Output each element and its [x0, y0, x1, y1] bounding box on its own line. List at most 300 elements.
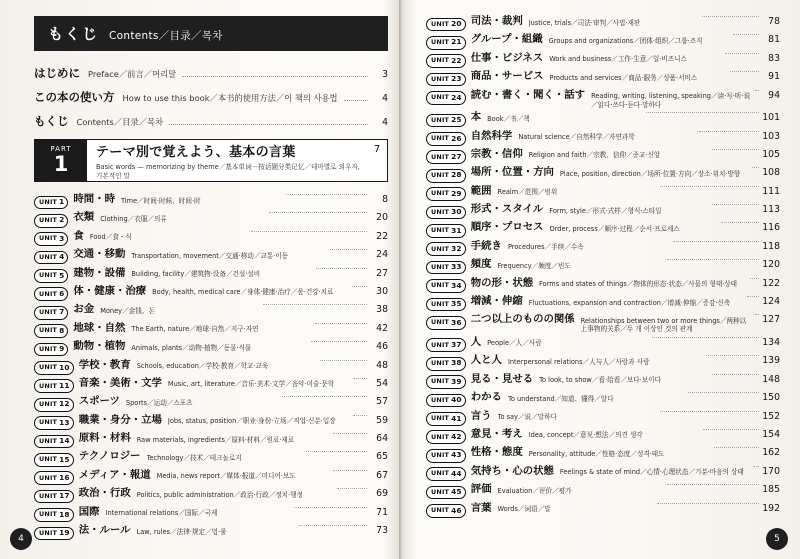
toc-unit-row[interactable]	[34, 396, 388, 411]
unit-page: 24	[376, 249, 389, 261]
unit-badge	[34, 343, 68, 357]
part-label: PART	[50, 145, 72, 153]
toc-unit-row[interactable]	[34, 507, 388, 522]
unit-badge	[426, 357, 466, 371]
unit-badge	[34, 306, 68, 320]
unit-badge	[426, 114, 466, 128]
unit-badge-number: 43	[451, 450, 462, 460]
unit-title: 司法・裁判	[470, 15, 523, 27]
unit-badge-label: UNIT	[431, 506, 450, 515]
unit-badge	[426, 36, 466, 50]
unit-badge-label: UNIT	[431, 469, 450, 478]
unit-subtitle: Media, news report／媒体·报道／미디어·보도	[156, 472, 296, 481]
unit-subtitle: Words／词语／말	[497, 505, 551, 513]
leader-dots	[755, 90, 759, 91]
toc-unit-row[interactable]	[426, 131, 780, 146]
toc-unit-row[interactable]	[426, 484, 780, 499]
leader-dots	[699, 131, 759, 132]
unit-badge	[34, 214, 68, 228]
toc-unit-row[interactable]	[426, 16, 780, 31]
unit-badge-number: 33	[451, 262, 462, 272]
unit-badge-label: UNIT	[39, 271, 58, 280]
unit-title: 動物・植物	[73, 340, 126, 353]
unit-page: 111	[762, 185, 780, 197]
unit-badge	[426, 261, 466, 275]
unit-badge-number: 2	[59, 215, 65, 225]
unit-badge-label: UNIT	[431, 115, 450, 124]
unit-subtitle: Idea, concept／意见·想法／의견 생각	[528, 431, 643, 440]
unit-title: テクノロジー	[78, 450, 141, 463]
unit-badge-label: UNIT	[39, 289, 58, 298]
unit-badge-number: 24	[451, 92, 462, 102]
unit-subtitle: Justice, trials／司法·审判／사법·재판	[528, 18, 641, 27]
toc-unit-row[interactable]	[34, 341, 388, 356]
unit-badge	[426, 412, 466, 426]
unit-badge-label: UNIT	[39, 510, 58, 519]
unit-badge-number: 11	[59, 381, 70, 390]
unit-page: 57	[376, 396, 389, 408]
unit-badge-label: UNIT	[431, 395, 450, 404]
unit-badge-label: UNIT	[431, 281, 450, 290]
leader-dots	[721, 222, 759, 223]
part-body	[87, 140, 367, 181]
right-unit-list	[426, 16, 780, 518]
unit-badge-number: 42	[451, 432, 462, 442]
unit-subtitle: Sports／运动／스포츠	[125, 398, 193, 407]
leader-dots	[688, 392, 759, 393]
toc-unit-row[interactable]	[426, 503, 780, 518]
unit-badge	[426, 486, 466, 500]
unit-subtitle: Natural science／自然科学／자연과학	[518, 133, 635, 142]
leader-dots	[352, 286, 367, 287]
unit-badge	[34, 361, 74, 375]
unit-badge-label: UNIT	[39, 418, 58, 427]
leader-dots	[714, 447, 759, 448]
unit-badge-number: 31	[451, 225, 462, 235]
unit-badge	[34, 471, 74, 485]
unit-badge-label: UNIT	[39, 252, 58, 261]
unit-title: 食	[73, 229, 84, 242]
unit-page: 152	[762, 410, 781, 422]
unit-title: 衣類	[73, 211, 95, 224]
unit-page: 162	[762, 447, 781, 459]
unit-badge-label: UNIT	[431, 207, 450, 216]
unit-badge	[426, 504, 466, 518]
unit-subtitle: Procedures／手续／수속	[507, 243, 584, 252]
unit-badge	[426, 132, 466, 146]
unit-badge	[34, 251, 68, 265]
unit-subtitle: Building, facility／建筑物·设备／건설·설비	[131, 270, 261, 279]
toc-unit-row[interactable]	[426, 314, 780, 333]
unit-subtitle: Jobs, status, position／职业·身份·立场／직업·신분·입장	[167, 417, 336, 426]
unit-page: 91	[768, 71, 781, 83]
unit-badge	[426, 18, 466, 32]
unit-title: 法・ルール	[78, 524, 131, 537]
unit-subtitle: To look, to show／看·给看／보다·보이다	[539, 376, 661, 385]
leader-dots	[282, 396, 367, 397]
unit-subtitle: Forms and states of things／物体的形态·状态／사물의 형태·상태	[539, 280, 738, 289]
unit-subtitle: International relations／国际／국제	[105, 509, 218, 518]
unit-title: 増減・伸縮	[470, 295, 523, 308]
leader-dots	[182, 76, 368, 77]
toc-unit-row[interactable]	[426, 53, 780, 68]
unit-badge-label: UNIT	[431, 189, 450, 198]
toc-unit-row[interactable]	[34, 378, 388, 393]
unit-subtitle: Frequency／频度／빈도	[497, 261, 571, 270]
toc-unit-row[interactable]	[34, 415, 388, 430]
contents-title-en: Contents／目录／목차	[109, 30, 223, 42]
unit-title: 商品・サービス	[470, 70, 544, 83]
unit-badge	[426, 224, 466, 238]
unit-badge	[34, 508, 74, 522]
unit-badge-number: 14	[59, 436, 70, 446]
unit-page: 105	[762, 148, 780, 160]
unit-subtitle: Groups and organizations／团体·组织／그룹·조직	[548, 36, 703, 45]
unit-page: 64	[376, 433, 389, 445]
unit-title: 形式・スタイル	[470, 203, 544, 216]
unit-badge	[34, 269, 68, 283]
leader-dots	[712, 204, 759, 205]
unit-subtitle: Order, process／顺序·过程／순서·프로세스	[549, 224, 680, 233]
unit-badge	[426, 316, 466, 330]
unit-title: スポーツ	[78, 395, 120, 408]
unit-badge-label: UNIT	[39, 399, 58, 408]
unit-badge-label: UNIT	[431, 318, 450, 327]
unit-page: 42	[376, 322, 389, 334]
unit-title: 二つ以上のものの関係	[470, 313, 575, 326]
toc-unit-row[interactable]	[426, 411, 780, 426]
unit-badge	[426, 298, 466, 312]
unit-page: 48	[376, 359, 388, 371]
unit-badge-label: UNIT	[431, 262, 450, 271]
unit-badge-label: UNIT	[431, 226, 450, 235]
unit-badge-number: 37	[451, 340, 462, 350]
unit-title: 交通・移動	[73, 248, 126, 261]
toc-unit-row[interactable]	[426, 222, 780, 237]
unit-title: 学校・教育	[78, 358, 131, 371]
toc-unit-row[interactable]	[426, 149, 780, 164]
unit-badge-label: UNIT	[431, 451, 450, 459]
unit-title: わかる	[470, 391, 502, 404]
toc-unit-row[interactable]	[34, 451, 388, 466]
unit-subtitle: Work and business／工作·生意／일·비즈니스	[549, 55, 687, 64]
unit-badge-label: UNIT	[39, 455, 58, 464]
front-matter-row	[34, 89, 388, 105]
unit-title: 人	[470, 335, 482, 348]
unit-badge	[426, 91, 466, 105]
unit-badge	[426, 338, 466, 352]
leader-dots	[344, 100, 368, 101]
leader-dots	[333, 470, 367, 471]
unit-subtitle: Food／食・식	[89, 233, 132, 242]
unit-subtitle: To understand／知道、懂得／알다	[507, 394, 614, 403]
unit-title: 性格・態度	[470, 446, 523, 459]
unit-badge-label: UNIT	[431, 414, 450, 423]
unit-title: 気持ち・心の状態	[470, 464, 554, 477]
leader-dots	[353, 378, 367, 379]
leader-dots	[725, 53, 759, 54]
front-matter-title: はじめに	[34, 66, 80, 80]
unit-title: 言葉	[470, 501, 492, 514]
unit-badge-number: 17	[59, 491, 70, 501]
toc-unit-row[interactable]	[34, 360, 388, 375]
unit-subtitle: Evaluation／评价／평가	[497, 486, 572, 495]
unit-subtitle: Transportation, movement／交通·移动／교통·이동	[131, 251, 289, 260]
toc-unit-row[interactable]	[426, 186, 780, 201]
toc-unit-row[interactable]	[34, 249, 388, 264]
toc-unit-row[interactable]	[426, 392, 780, 407]
unit-badge	[426, 169, 466, 183]
leader-dots	[353, 415, 367, 416]
unit-badge-label: UNIT	[431, 56, 450, 65]
toc-unit-row[interactable]	[34, 286, 388, 301]
toc-unit-row[interactable]	[34, 488, 388, 503]
unit-title: 手続き	[470, 239, 502, 252]
unit-title: 建物・設備	[73, 266, 126, 279]
toc-unit-row[interactable]	[34, 433, 388, 448]
unit-subtitle: Music, art, literature／音乐·美术·文学／음악·미술·문학	[167, 380, 335, 389]
toc-unit-row[interactable]	[426, 34, 780, 49]
unit-badge	[426, 73, 466, 87]
leader-dots	[646, 112, 759, 113]
unit-badge-number: 32	[451, 243, 462, 253]
front-matter-desc: Contents／目录／목차	[76, 117, 164, 127]
leader-dots	[712, 374, 759, 375]
leader-dots	[703, 429, 759, 430]
toc-unit-row[interactable]	[426, 90, 780, 109]
toc-unit-row[interactable]	[34, 194, 388, 209]
toc-unit-row[interactable]	[426, 241, 780, 256]
unit-page: 101	[762, 112, 780, 124]
unit-badge	[426, 430, 466, 444]
unit-badge-number: 28	[451, 170, 462, 180]
toc-unit-row[interactable]	[34, 304, 388, 319]
unit-page: 67	[376, 469, 389, 481]
unit-badge	[34, 416, 74, 430]
unit-title: 仕事・ビジネス	[470, 51, 544, 64]
toc-unit-row[interactable]	[426, 278, 780, 293]
unit-title: 時間・時	[73, 193, 115, 205]
unit-badge-number: 38	[451, 358, 462, 368]
unit-badge-number: 3	[59, 233, 65, 243]
unit-subtitle: The Earth, nature／地球·自然／지구·자연	[131, 325, 259, 334]
unit-title: 宗教・信仰	[470, 147, 523, 160]
toc-unit-row[interactable]	[426, 204, 780, 219]
unit-badge-number: 10	[59, 362, 70, 372]
unit-badge	[34, 287, 68, 301]
unit-badge-label: UNIT	[431, 359, 450, 368]
leader-dots	[706, 355, 759, 356]
unit-badge-label: UNIT	[431, 432, 450, 441]
unit-subtitle: Fluctuations, expansion and contraction／增减·伸缩／증감·신축	[528, 298, 731, 307]
toc-unit-row[interactable]	[426, 429, 780, 444]
unit-badge-number: 7	[59, 307, 65, 317]
front-matter-page: 4	[381, 93, 388, 104]
unit-subtitle: Religion and faith／宗教、信仰／종교·신앙	[528, 151, 661, 160]
unit-page: 118	[762, 240, 780, 252]
toc-unit-row[interactable]	[426, 447, 780, 462]
unit-badge-label: UNIT	[431, 377, 450, 386]
unit-page: 113	[762, 204, 781, 216]
toc-unit-row[interactable]	[426, 112, 780, 127]
unit-badge-label: UNIT	[39, 234, 58, 243]
toc-unit-row[interactable]	[34, 323, 388, 338]
unit-page: 148	[762, 373, 781, 385]
unit-title: 体・健康・治療	[73, 284, 147, 297]
unit-page: 22	[376, 230, 388, 242]
unit-badge-label: UNIT	[431, 74, 450, 83]
front-matter-title: もくじ	[34, 114, 69, 128]
unit-subtitle: Realm／范围／범위	[497, 188, 558, 197]
leader-dots	[753, 466, 759, 467]
front-matter-list	[34, 65, 388, 129]
unit-page: 134	[762, 336, 780, 348]
unit-subtitle: Book／书／책	[487, 114, 530, 123]
part-number-box	[35, 140, 87, 181]
leader-dots	[330, 249, 367, 250]
unit-badge	[426, 375, 466, 389]
unit-subtitle: Form, style／形式·式样／형식·스타일	[549, 206, 662, 215]
unit-subtitle: Personality, attitude／性格·态度／성격·태도	[528, 449, 665, 458]
unit-badge-label: UNIT	[431, 134, 450, 143]
unit-title: 国際	[78, 505, 100, 518]
unit-badge-number: 26	[451, 133, 462, 143]
unit-badge-label: UNIT	[431, 152, 450, 161]
unit-page: 78	[768, 16, 780, 27]
unit-badge-number: 12	[59, 399, 70, 409]
unit-badge-number: 44	[451, 468, 462, 478]
front-matter-page: 4	[381, 117, 388, 128]
unit-page: 30	[376, 285, 389, 297]
leader-dots	[294, 507, 367, 508]
leader-dots	[652, 337, 759, 338]
unit-badge-number: 46	[451, 505, 462, 515]
unit-badge-label: UNIT	[39, 473, 58, 482]
unit-badge	[34, 379, 74, 393]
unit-badge	[34, 232, 68, 246]
unit-title: 読む・書く・聞く・話す	[470, 88, 586, 101]
contents-title-jp: もくじ	[48, 25, 100, 43]
unit-title: お金	[73, 303, 95, 316]
leader-dots	[269, 212, 367, 213]
unit-title: 言う	[470, 409, 492, 422]
unit-badge-label: UNIT	[39, 308, 58, 317]
unit-subtitle: Reading, writing, listening, speaking／读·写·听·说／읽다·쓰다·듣다·말하다	[591, 92, 751, 109]
leader-dots	[667, 259, 759, 260]
unit-title: 音楽・美術・文学	[78, 376, 162, 389]
leader-dots	[660, 411, 759, 412]
unit-badge-label: UNIT	[39, 344, 58, 353]
leader-dots	[730, 71, 759, 72]
unit-badge-number: 5	[59, 270, 65, 280]
toc-unit-row[interactable]	[426, 466, 780, 481]
unit-title: 範囲	[470, 184, 492, 197]
leader-dots	[673, 241, 759, 242]
unit-subtitle: Time／时间·时候、时间·时	[120, 196, 201, 205]
unit-badge-label: UNIT	[39, 363, 58, 372]
unit-title: 意見・考え	[470, 427, 523, 440]
unit-badge	[34, 490, 74, 504]
unit-badge	[34, 398, 74, 412]
unit-page: 54	[376, 377, 389, 389]
toc-unit-row[interactable]	[426, 374, 780, 389]
toc-unit-row[interactable]	[34, 231, 388, 246]
unit-page: 127	[762, 314, 780, 326]
unit-title: 物の形・状態	[470, 276, 534, 289]
toc-unit-row[interactable]	[34, 470, 388, 485]
leader-dots	[299, 525, 367, 526]
unit-subtitle: Clothing／衣服／의류	[100, 214, 167, 223]
leader-dots	[311, 341, 367, 342]
unit-title: 人と人	[470, 354, 502, 367]
unit-page: 108	[762, 167, 781, 179]
unit-badge-number: 20	[451, 19, 462, 29]
unit-badge-number: 39	[451, 376, 462, 386]
toc-unit-row[interactable]	[34, 525, 388, 540]
toc-unit-row[interactable]	[34, 212, 388, 227]
leader-dots	[750, 278, 759, 279]
unit-page: 94	[768, 89, 780, 101]
unit-badge-label: UNIT	[39, 436, 58, 445]
part-banner	[34, 139, 388, 182]
unit-badge	[34, 453, 74, 467]
toc-unit-row[interactable]	[426, 259, 780, 274]
unit-badge-number: 8	[59, 325, 65, 335]
unit-page: 122	[762, 277, 780, 289]
unit-badge-label: UNIT	[431, 299, 450, 308]
unit-title: 本	[470, 111, 482, 124]
toc-unit-row[interactable]	[426, 337, 780, 352]
unit-badge-number: 29	[451, 188, 462, 198]
unit-page: 124	[762, 296, 781, 308]
front-matter-row	[34, 65, 388, 81]
unit-page: 139	[762, 355, 780, 367]
unit-page: 192	[762, 502, 780, 514]
unit-badge-number: 36	[451, 317, 462, 327]
unit-badge-number: 4	[59, 252, 65, 262]
unit-badge-label: UNIT	[431, 93, 450, 102]
unit-badge-number: 35	[451, 299, 462, 309]
unit-badge-number: 9	[59, 344, 65, 354]
unit-badge	[426, 242, 466, 256]
toc-unit-row[interactable]	[426, 296, 780, 311]
unit-page: 103	[762, 130, 781, 142]
toc-unit-row[interactable]	[34, 268, 388, 283]
unit-badge-label: UNIT	[39, 528, 58, 537]
unit-title: 自然科学	[470, 129, 513, 142]
leader-dots	[333, 433, 367, 434]
toc-unit-row[interactable]	[426, 167, 780, 182]
unit-subtitle: Relationships between two or more things／两种以上事物的关系／두 개 이상인 것의 관계	[580, 316, 747, 334]
unit-page: 59	[376, 414, 389, 426]
unit-badge-number: 21	[451, 37, 462, 47]
unit-badge	[426, 467, 466, 481]
toc-unit-row[interactable]	[426, 71, 780, 86]
unit-badge	[426, 54, 466, 68]
contents-header	[34, 16, 388, 51]
unit-badge-label: UNIT	[431, 244, 450, 253]
left-unit-list	[34, 194, 388, 540]
unit-page: 69	[376, 488, 389, 500]
leader-dots	[747, 296, 759, 297]
unit-subtitle: Animals, plants／动物·植物／동물·식물	[131, 343, 252, 352]
unit-subtitle: Technology／技术／테크놀로지	[146, 453, 242, 462]
unit-page: 73	[376, 525, 388, 537]
leader-dots	[306, 451, 367, 452]
unit-page: 71	[376, 506, 388, 518]
unit-badge-number: 25	[451, 115, 462, 125]
toc-unit-row[interactable]	[426, 355, 780, 370]
